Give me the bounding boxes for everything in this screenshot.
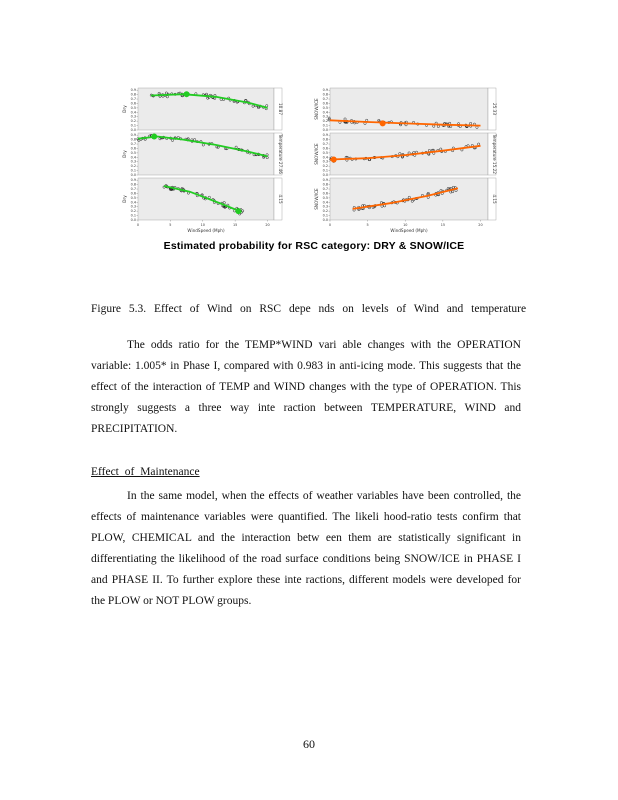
paragraph-odds-ratio: The odds ratio for the TEMP*WIND vari able changes with the OPERATION variable: 1.005* in Phase I, compared with 0.983 in anti-icing mode. This suggests that the effect of the interaction of TEMP and WIND changes with the type of OPERATION. This strongly suggests a three way inte raction between TEMPERATURE, WIND and PRECIPITATION.: [91, 339, 521, 435]
y-tick-label: 0.7: [322, 142, 328, 147]
y-tick-label: 0.9: [130, 133, 136, 138]
highlight-marker: [380, 120, 386, 126]
x-tick-label: 10: [403, 223, 408, 227]
y-tick-label: 0.6: [322, 191, 328, 196]
figure-title: Estimated probability for RSC category: DRY & SNOW/ICE: [163, 240, 465, 252]
panel-background: [138, 133, 274, 175]
y-tick-label: 0.6: [130, 101, 136, 106]
y-tick-label: 0.4: [130, 110, 136, 115]
section-heading: Effect of Maintenance: [91, 466, 200, 478]
y-tick-label: 0.7: [322, 187, 328, 192]
figure: [120, 84, 500, 260]
highlight-marker: [331, 157, 337, 163]
panel-strip-label: 25.33: [492, 103, 497, 115]
y-tick-label: 0.8: [322, 137, 328, 142]
figure-caption: Figure 5.3. Effect of Wind on RSC depe nds on levels of Wind and temperature: [91, 303, 527, 315]
panel-strip-label: 10.87: [278, 103, 283, 115]
y-tick-label: 0.7: [130, 97, 136, 102]
y-tick-label: 0.4: [322, 110, 328, 115]
highlight-marker: [184, 91, 190, 97]
y-tick-label: 0.0: [322, 128, 328, 132]
y-tick-label: 0.9: [322, 178, 328, 183]
y-tick-label: 0.7: [322, 97, 328, 102]
panel-2: [122, 133, 283, 177]
panel-y-label: SNOW/ICE: [314, 98, 319, 120]
x-tick-label: 10: [200, 223, 205, 227]
panel-strip-label: Temperature 15.22: [492, 134, 497, 174]
y-tick-label: 0.5: [322, 105, 328, 110]
y-tick-label: 0.2: [130, 119, 136, 124]
y-tick-label: 0.3: [130, 159, 136, 164]
panel-4: [314, 88, 497, 132]
y-tick-label: 0.5: [130, 105, 136, 110]
y-tick-label: 0.1: [322, 168, 328, 173]
y-tick-label: 0.4: [130, 200, 136, 205]
y-tick-label: 0.0: [322, 218, 328, 222]
y-tick-label: 0.4: [322, 155, 328, 160]
y-tick-label: 0.3: [322, 114, 328, 119]
y-tick-label: 0.9: [130, 178, 136, 183]
x-tick-label: 20: [265, 223, 270, 227]
y-tick-label: 0.2: [322, 164, 328, 169]
y-tick-label: 0.1: [130, 168, 136, 173]
x-axis-label: WindSpeed (Mph): [390, 228, 428, 233]
y-tick-label: 0.8: [322, 92, 328, 97]
highlight-marker: [151, 134, 157, 140]
y-tick-label: 0.1: [130, 123, 136, 128]
y-tick-label: 0.9: [322, 133, 328, 138]
panel-y-label: Dry: [122, 105, 127, 113]
y-tick-label: 0.1: [322, 123, 328, 128]
y-tick-label: 0.6: [130, 146, 136, 151]
y-tick-label: 0.5: [322, 195, 328, 200]
y-tick-label: 0.9: [130, 88, 136, 93]
x-tick-label: 20: [478, 223, 483, 227]
y-tick-label: 0.6: [322, 101, 328, 106]
y-tick-label: 0.0: [130, 173, 136, 177]
y-tick-label: 0.5: [130, 150, 136, 155]
y-tick-label: 0.3: [322, 204, 328, 209]
highlight-marker: [235, 208, 241, 214]
x-tick-label: 5: [169, 223, 172, 227]
x-tick-label: 0: [328, 223, 332, 227]
panel-y-label: SNOW/ICE: [314, 143, 319, 165]
panel-strip-label: Temperature 27.46: [278, 134, 283, 174]
y-tick-label: 0.8: [130, 92, 136, 97]
panel-strip-label: 4.15: [278, 194, 283, 204]
y-tick-label: 0.0: [322, 173, 328, 177]
panel-y-label: SNOW/ICE: [314, 188, 319, 210]
panel-5: [314, 133, 497, 177]
panel-background: [138, 178, 274, 220]
y-tick-label: 0.0: [130, 218, 136, 222]
x-tick-label: 0: [136, 223, 140, 227]
y-tick-label: 0.2: [322, 119, 328, 124]
y-tick-label: 0.0: [130, 128, 136, 132]
x-tick-label: 5: [366, 223, 369, 227]
y-tick-label: 0.1: [130, 213, 136, 218]
panel-1: [122, 88, 283, 132]
x-tick-label: 15: [232, 223, 238, 227]
figure-plot: [120, 84, 500, 260]
y-tick-label: 0.4: [130, 155, 136, 160]
panel-6: [314, 178, 497, 233]
y-tick-label: 0.7: [130, 187, 136, 192]
y-tick-label: 0.2: [322, 209, 328, 214]
y-tick-label: 0.8: [322, 182, 328, 187]
y-tick-label: 0.8: [130, 182, 136, 187]
panel-y-label: Dry: [122, 150, 127, 158]
y-tick-label: 0.3: [130, 114, 136, 119]
y-tick-label: 0.7: [130, 142, 136, 147]
x-tick-label: 15: [440, 223, 446, 227]
y-tick-label: 0.6: [130, 191, 136, 196]
panel-3: [122, 178, 283, 233]
x-axis-label: WindSpeed (Mph): [187, 228, 225, 233]
y-tick-label: 0.2: [130, 209, 136, 214]
panel-y-label: Dry: [122, 195, 127, 203]
y-tick-label: 0.8: [130, 137, 136, 142]
y-tick-label: 0.5: [130, 195, 136, 200]
page-number: 60: [303, 737, 315, 751]
y-tick-label: 0.6: [322, 146, 328, 151]
y-tick-label: 0.5: [322, 150, 328, 155]
paragraph-maintenance: In the same model, when the effects of weather variables have been controlled, the effects of maintenance variables were quantified. The likeli hood-ratio tests confirm that PLOW, CHEMICAL and the interaction betw een them are statistically significant in differentiating the likelihood of the road surface conditions being SNOW/ICE in PHASE I and PHASE II. To further explore these inte ractions, different models were developed for the PLOW or NOT PLOW groups.: [91, 490, 521, 607]
y-tick-label: 0.4: [322, 200, 328, 205]
y-tick-label: 0.3: [322, 159, 328, 164]
y-tick-label: 0.3: [130, 204, 136, 209]
panel-strip-label: 4.15: [492, 194, 497, 204]
y-tick-label: 0.1: [322, 213, 328, 218]
y-tick-label: 0.2: [130, 164, 136, 169]
y-tick-label: 0.9: [322, 88, 328, 93]
